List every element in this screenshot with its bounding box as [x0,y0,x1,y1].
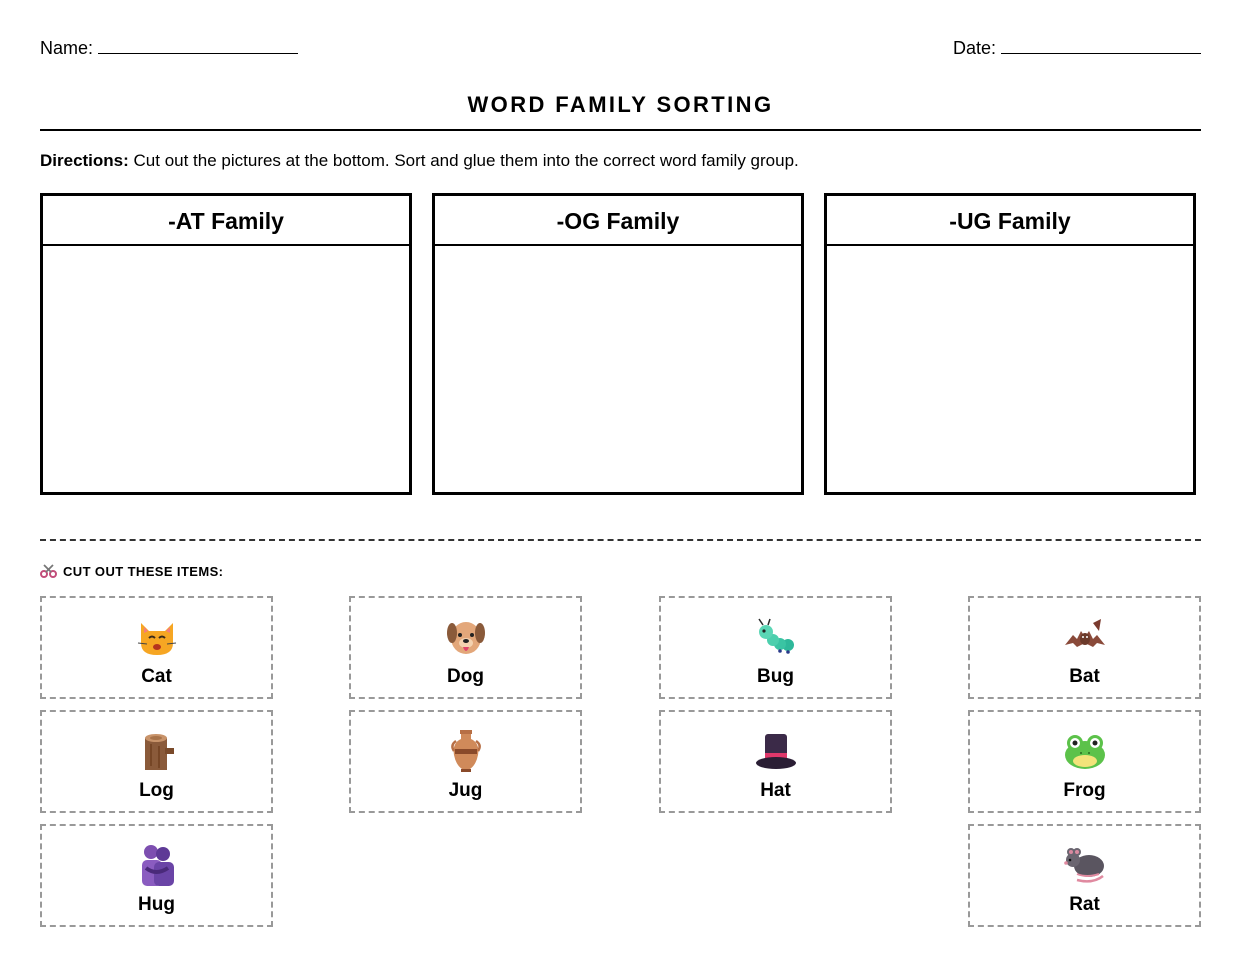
caterpillar-icon [661,614,890,660]
card-label: Rat [1069,894,1100,915]
card-label: Hat [760,780,791,801]
page-title: WORD FAMILY SORTING [467,92,774,117]
card-jug[interactable] [349,710,582,813]
card-label: Hug [138,894,175,915]
card-cat[interactable] [40,596,273,699]
scissors-icon [40,564,58,581]
card-label: Bug [757,666,794,687]
directions-text: Cut out the pictures at the bottom. Sort and glue them into the correct word family group. [128,151,799,170]
card-bat[interactable] [968,596,1201,699]
card-label: Dog [447,666,484,687]
wood-log-icon [42,728,271,774]
card-rat[interactable] [968,824,1201,927]
directions [40,151,799,171]
dog-face-icon [351,614,580,660]
name-blank-line [98,39,298,54]
name-field [40,38,298,59]
top-hat-icon [661,728,890,774]
family-box-ug [824,193,1196,495]
family-title-og: -OG Family [435,196,801,246]
cat-face-icon [42,614,271,660]
card-label: Frog [1063,780,1106,801]
card-label: Log [139,780,174,801]
people-hugging-icon [42,842,271,888]
directions-label: Directions: [40,151,129,170]
family-box-og [432,193,804,495]
card-hug[interactable] [40,824,273,927]
card-label: Jug [448,780,483,801]
card-dog[interactable] [349,596,582,699]
card-label: Cat [141,666,172,687]
card-hat[interactable] [659,710,892,813]
cut-section-label [40,564,223,581]
date-blank-line [1001,39,1201,54]
frog-face-icon [970,728,1199,774]
title-divider [40,129,1201,131]
amphora-icon [351,728,580,774]
bat-icon [970,614,1199,660]
card-frog[interactable] [968,710,1201,813]
meta-row [40,38,1201,62]
cut-line [40,539,1201,541]
date-field [953,38,1201,59]
family-box-at [40,193,412,495]
family-title-at: -AT Family [43,196,409,246]
card-log[interactable] [40,710,273,813]
card-label: Bat [1069,666,1100,687]
family-title-ug: -UG Family [827,196,1193,246]
name-label: Name: [40,38,94,58]
date-label: Date: [952,38,996,58]
card-bug[interactable] [659,596,892,699]
cut-section-text: CUT OUT THESE ITEMS: [63,564,224,579]
rat-icon [970,842,1199,888]
